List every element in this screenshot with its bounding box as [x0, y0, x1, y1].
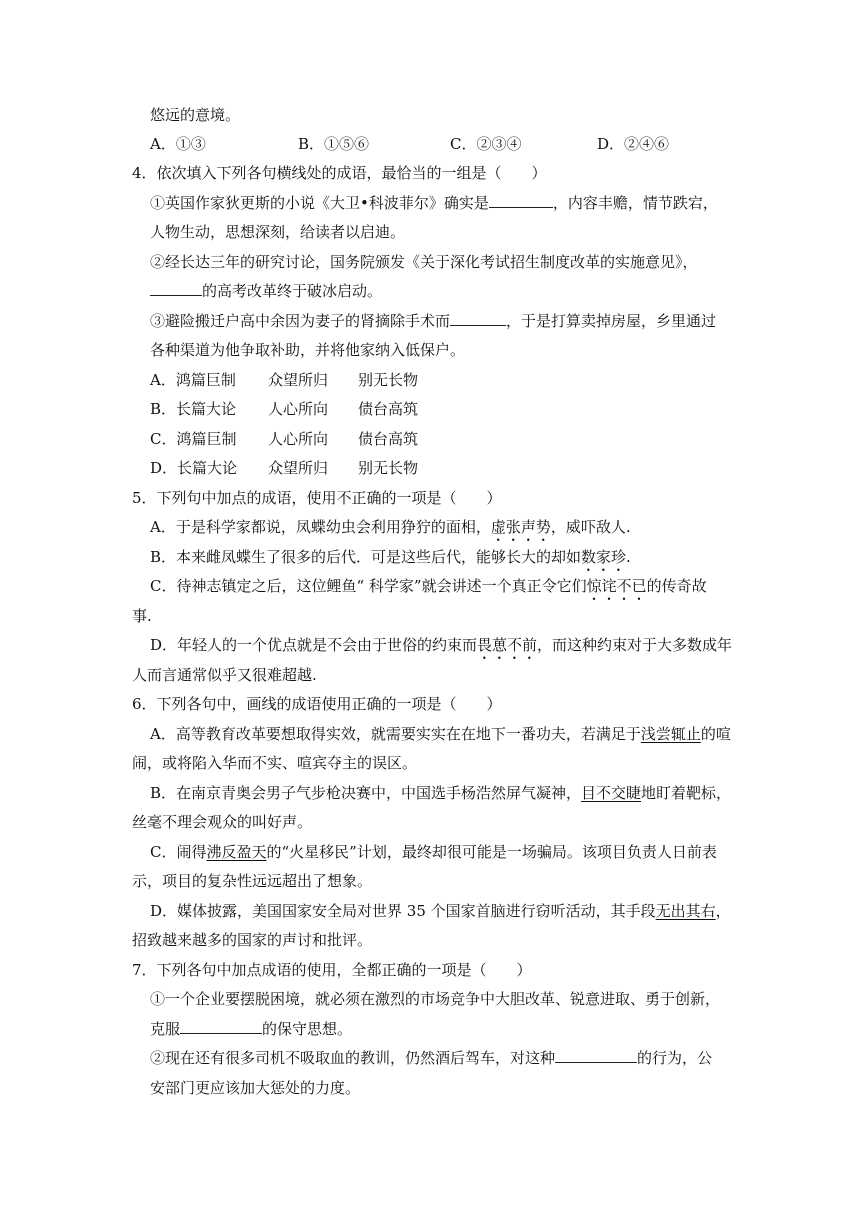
q5-option-a — [150, 516, 631, 545]
q5-option-d — [150, 634, 732, 663]
dotted-idiom: 惊诧不已 — [586, 577, 647, 595]
text: D．媒体披露，美国国家安全局对世界 35 个国家首脑进行窃听活动，其手段 — [150, 902, 656, 920]
text: 的喧 — [700, 725, 731, 743]
option-text: 众望所归 — [268, 371, 329, 389]
q4-sentence-1 — [150, 192, 718, 214]
text-line: 闹，或将陷入华而不实、喧宾夺主的误区。 — [132, 754, 418, 772]
text: ，威吓敌人. — [550, 518, 631, 536]
option-text: 别无长物 — [358, 459, 419, 477]
text: ，于是打算卖掉房屋，乡里通过 — [506, 312, 717, 330]
text-line: 人而言通常似乎又很难超越. — [132, 666, 317, 684]
underlined-idiom: 目不交睫 — [581, 784, 642, 802]
text: 的行为，公 — [637, 1049, 713, 1067]
answer-blank — [489, 192, 553, 208]
question-6-stem: 6．下列各句中，画线的成语使用正确的一项是（ ） — [132, 695, 502, 713]
dotted-idiom: 畏葸不前 — [477, 636, 538, 654]
dotted-idiom: 数家珍 — [581, 548, 627, 566]
question-7-stem: 7．下列各句中加点成语的使用，全都正确的一项是（ ） — [132, 961, 532, 979]
text: 的保守思想。 — [262, 1020, 353, 1038]
text: ，而这种约束对于大多数成年 — [537, 636, 733, 654]
option-text: 别无长物 — [358, 371, 419, 389]
underlined-idiom: 沸反盈天 — [206, 843, 267, 861]
text-line: 悠远的意境。 — [150, 106, 241, 124]
text: ①英国作家狄更斯的小说《大卫•科波菲尔》确实是 — [150, 194, 489, 212]
underlined-idiom: 浅尝辄止 — [640, 725, 701, 743]
q4-option-b — [150, 398, 418, 420]
text: B．在南京青奥会男子气步枪决赛中，中国选手杨浩然屏气凝神， — [150, 784, 582, 802]
q7-sentence-1: ①一个企业要摆脱困境，就必须在激烈的市场竞争中大胆改革、锐意进取、勇于创新， — [150, 990, 721, 1008]
text: ，内容丰赡，情节跌宕， — [552, 194, 718, 212]
option-d: D．②④⑥ — [597, 135, 670, 153]
text: 的传奇故 — [646, 577, 707, 595]
option-text: D．长篇大论 — [150, 459, 238, 477]
text-line: 丝毫不理会观众的叫好声。 — [132, 813, 313, 831]
question-4-stem: 4．依次填入下列各句横线处的成语，最恰当的一组是（ ） — [132, 164, 547, 182]
text: . — [626, 548, 631, 566]
text: 地盯着靶标， — [641, 784, 732, 802]
text-line: 事. — [132, 607, 152, 625]
option-text: B．长篇大论 — [150, 400, 237, 418]
option-text: A．鸿篇巨制 — [150, 371, 236, 389]
q4-option-d — [150, 457, 418, 479]
option-a: A．①③ — [150, 135, 206, 153]
option-text: 众望所归 — [268, 459, 329, 477]
text: ②现在还有很多司机不吸取血的教训，仍然酒后驾车，对这种 — [150, 1049, 556, 1067]
text-line — [150, 1018, 352, 1040]
text-line: 人物生动，思想深刻，给读者以启迪。 — [150, 223, 406, 241]
q3-options — [150, 133, 669, 155]
answer-blank — [450, 310, 506, 326]
text-line — [150, 280, 382, 302]
q6-option-a — [150, 723, 731, 745]
text-line: 示，项目的复杂性远远超出了想象。 — [132, 872, 373, 890]
option-b: B．①⑤⑥ — [298, 135, 370, 153]
option-text: 人心所向 — [268, 400, 329, 418]
text: C．待神志镇定之后，这位鲤鱼“ 科学家”就会讲述一个真正令它们 — [150, 577, 587, 595]
option-c: C．②③④ — [450, 135, 522, 153]
text: D．年轻人的一个优点就是不会由于世俗的约束而 — [150, 636, 478, 654]
q7-sentence-2 — [150, 1047, 712, 1069]
q4-sentence-3 — [150, 310, 716, 332]
option-text: C．鸿篇巨制 — [150, 430, 237, 448]
text: A．于是科学家都说，凤蝶幼虫会利用狰狞的面相， — [150, 518, 491, 536]
text: 克服 — [150, 1020, 181, 1038]
text-line: 各种渠道为他争取补助，并将他家纳入低保户。 — [150, 341, 466, 359]
text: B．本来雌凤蝶生了很多的后代．可是这些后代，能够长大的却如 — [150, 548, 582, 566]
text-line: 招致越来越多的国家的声讨和批评。 — [132, 931, 373, 949]
question-5-stem: 5．下列句中加点的成语，使用不正确的一项是（ ） — [132, 489, 502, 507]
dotted-idiom: 虚张声势 — [490, 518, 551, 536]
text: 的高考改革终于破冰启动。 — [202, 282, 383, 300]
option-text: 债台高筑 — [358, 400, 419, 418]
q6-option-b — [150, 782, 731, 804]
text: C．闹得 — [150, 843, 207, 861]
answer-blank — [150, 280, 202, 296]
q5-option-c — [150, 575, 707, 604]
q5-option-b — [150, 546, 631, 575]
q6-option-c — [150, 841, 717, 863]
text: ， — [715, 902, 731, 920]
q4-option-a — [150, 369, 418, 391]
q4-option-c — [150, 428, 418, 450]
underlined-idiom: 无出其右 — [655, 902, 716, 920]
text: 的“火星移民”计划，最终却很可能是一场骗局。该项目负责人日前表 — [266, 843, 717, 861]
option-text: 债台高筑 — [358, 430, 419, 448]
answer-blank — [180, 1018, 262, 1034]
q6-option-d — [150, 900, 731, 922]
text: A．高等教育改革要想取得实效，就需要实实在在地下一番功夫，若满足于 — [150, 725, 641, 743]
answer-blank — [555, 1047, 637, 1063]
text-line: 安部门更应该加大惩处的力度。 — [150, 1079, 361, 1097]
text: ③避险搬迁户高中余因为妻子的肾摘除手术而 — [150, 312, 451, 330]
option-text: 人心所向 — [268, 430, 329, 448]
q4-sentence-2: ②经长达三年的研究讨论，国务院颁发《关于深化考试招生制度改革的实施意见》， — [150, 253, 698, 271]
